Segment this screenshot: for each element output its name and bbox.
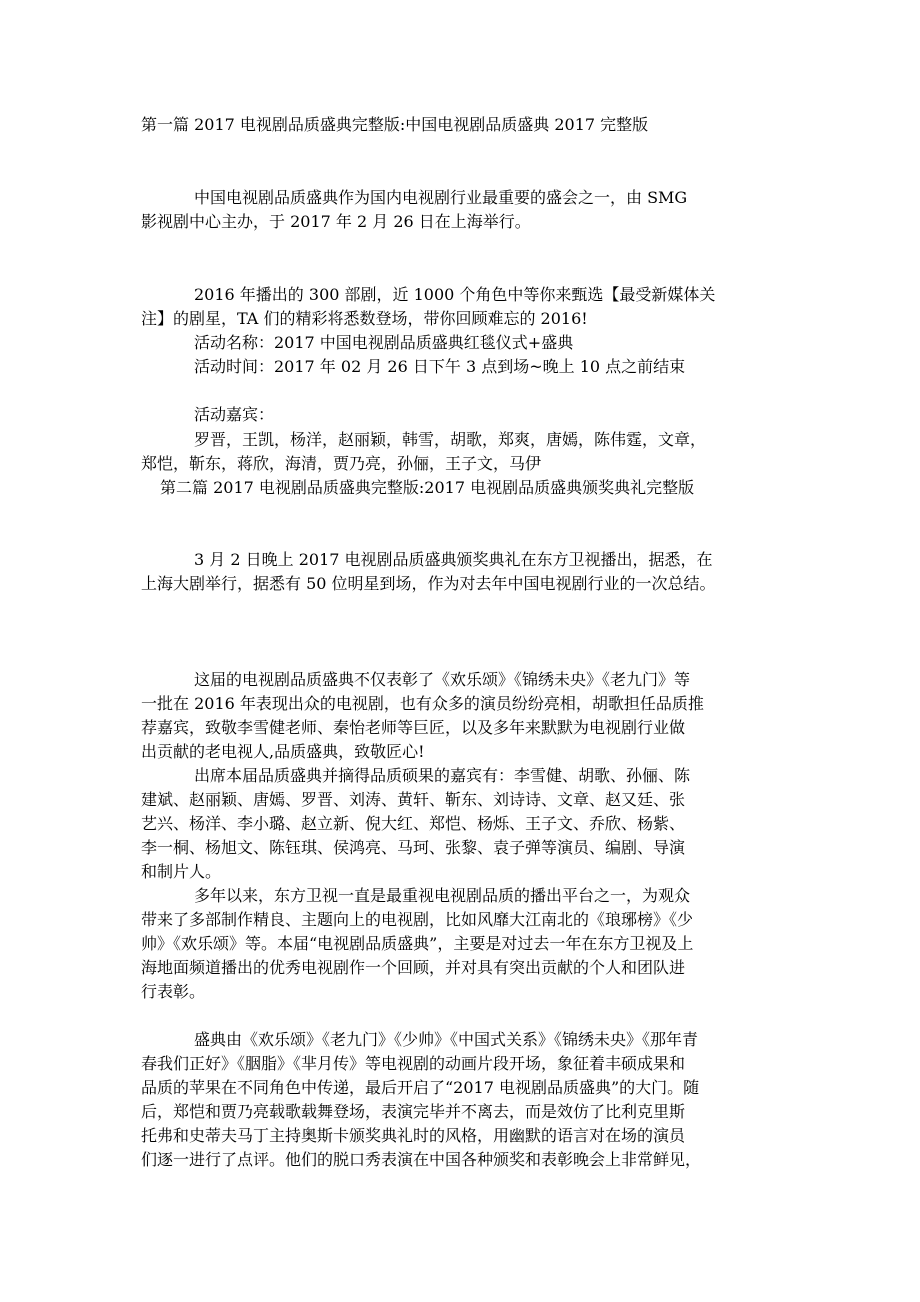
paragraph-line: 李一桐、杨旭文、陈钰琪、侯鸿亮、马珂、张黎、袁子弹等演员、编剧、导演 xyxy=(141,838,686,857)
paragraph-line: 2016 年播出的 300 部剧，近 1000 个角色中等你来甄选【最受新媒体关 xyxy=(194,285,716,304)
paragraph-line: 3 月 2 日晚上 2017 电视剧品质盛典颁奖典礼在东方卫视播出，据悉，在 xyxy=(194,550,713,569)
paragraph-line: 这届的电视剧品质盛典不仅表彰了《欢乐颂》《锦绣未央》《老九门》等 xyxy=(194,670,691,689)
paragraph-line: 盛典由《欢乐颂》《老九门》《少帅》《中国式关系》《锦绣未央》《那年青 xyxy=(194,1030,699,1049)
paragraph-line: 带来了多部制作精良、主题向上的电视剧，比如风靡大江南北的《琅琊榜》《少 xyxy=(141,910,694,929)
article-title-2: 第二篇 2017 电视剧品质盛典完整版:2017 电视剧品质盛典颁奖典礼完整版 xyxy=(160,478,695,497)
paragraph-line: 郑恺，靳东，蒋欣，海清，贾乃亮，孙俪，王子文，马伊 xyxy=(141,454,542,473)
event-name: 活动名称：2017 中国电视剧品质盛典红毯仪式+盛典 xyxy=(194,333,574,352)
paragraph-line: 后，郑恺和贾乃亮载歌载舞登场，表演完毕并不离去，而是效仿了比利克里斯 xyxy=(141,1102,686,1121)
paragraph-line: 出贡献的老电视人,品质盛典，致敬匠心! xyxy=(141,742,425,761)
paragraph-line: 帅》《欢乐颂》等。本届“电视剧品质盛典”，主要是对过去一年在东方卫视及上 xyxy=(141,934,694,953)
paragraph-line: 艺兴、杨洋、李小璐、赵立新、倪大红、郑恺、杨烁、王子文、乔欣、杨紫、 xyxy=(141,814,686,833)
article-title-1: 第一篇 2017 电视剧品质盛典完整版:中国电视剧品质盛典 2017 完整版 xyxy=(141,115,649,134)
paragraph-line: 一批在 2016 年表现出众的电视剧，也有众多的演员纷纷亮相，胡歌担任品质推 xyxy=(141,694,704,713)
paragraph-line: 品质的苹果在不同角色中传递，最后开启了“2017 电视剧品质盛典”的大门。随 xyxy=(141,1078,700,1097)
paragraph-line: 上海大剧举行，据悉有 50 位明星到场，作为对去年中国电视剧行业的一次总结。 xyxy=(141,574,716,593)
paragraph-line: 注】的剧星，TA 们的精彩将悉数登场，带你回顾难忘的 2016! xyxy=(141,309,588,328)
paragraph-line: 荐嘉宾，致敬李雪健老师、秦怡老师等巨匠，以及多年来默默为电视剧行业做 xyxy=(141,718,686,737)
paragraph-line: 影视剧中心主办，于 2017 年 2 月 26 日在上海举行。 xyxy=(141,212,531,231)
paragraph-line: 罗晋，王凯，杨洋，赵丽颖，韩雪，胡歌，郑爽，唐嫣，陈伟霆，文章， xyxy=(194,430,707,449)
paragraph-line: 托弗和史蒂夫马丁主持奥斯卡颁奖典礼时的风格，用幽默的语言对在场的演员 xyxy=(141,1126,686,1145)
paragraph-line: 海地面频道播出的优秀电视剧作一个回顾，并对具有突出贡献的个人和团队进 xyxy=(141,958,686,977)
paragraph-line: 中国电视剧品质盛典作为国内电视剧行业最重要的盛会之一，由 SMG xyxy=(194,188,688,207)
paragraph-line: 春我们正好》《胭脂》《芈月传》等电视剧的动画片段开场，象征着丰硕成果和 xyxy=(141,1054,686,1073)
event-time: 活动时间：2017 年 02 月 26 日下午 3 点到场~晚上 10 点之前结束 xyxy=(194,357,686,376)
guests-label: 活动嘉宾： xyxy=(194,405,275,424)
paragraph-line: 出席本届品质盛典并摘得品质硕果的嘉宾有：李雪健、胡歌、孙俪、陈 xyxy=(194,766,691,785)
paragraph-line: 行表彰。 xyxy=(141,982,206,1001)
paragraph-line: 多年以来，东方卫视一直是最重视电视剧品质的播出平台之一，为观众 xyxy=(194,886,691,905)
paragraph-line: 建斌、赵丽颖、唐嫣、罗晋、刘涛、黄轩、靳东、刘诗诗、文章、赵又廷、张 xyxy=(141,790,686,809)
paragraph-line: 和制片人。 xyxy=(141,862,222,881)
paragraph-line: 们逐一进行了点评。他们的脱口秀表演在中国各种颁奖和表彰晚会上非常鲜见， xyxy=(141,1150,702,1169)
